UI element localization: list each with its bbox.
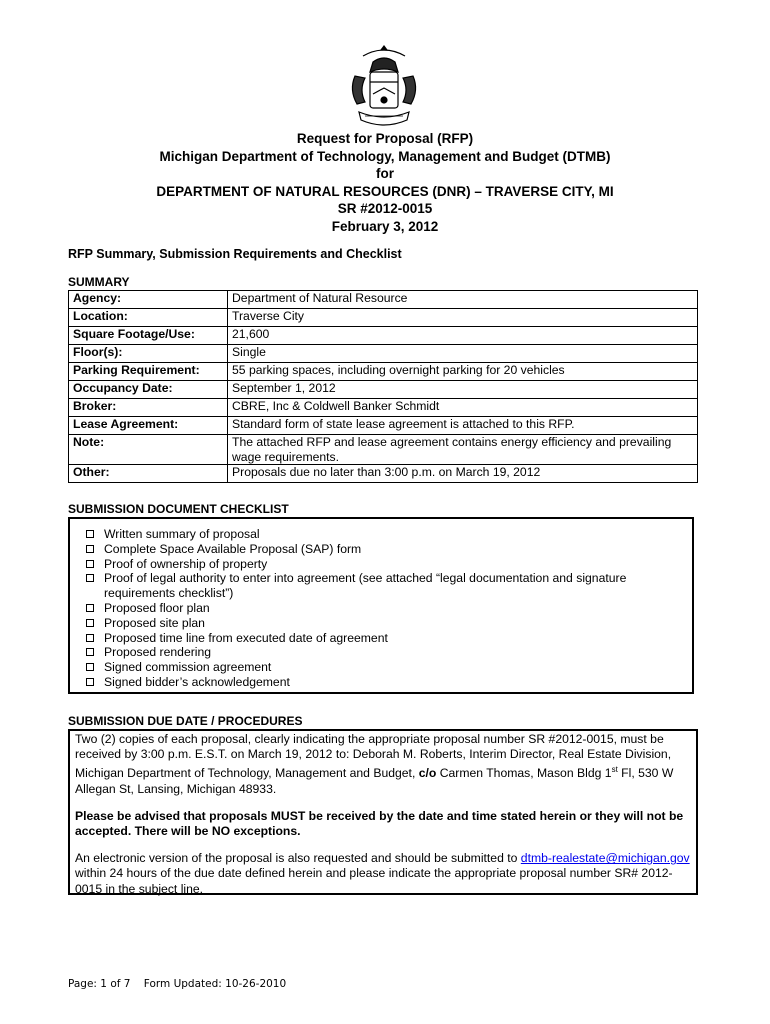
checklist-item (86, 660, 666, 675)
summary-row (69, 399, 698, 417)
summary-label: Square Footage/Use: (69, 327, 228, 345)
summary-value: 55 parking spaces, including overnight parking for 20 vehicles (228, 363, 698, 381)
summary-table (68, 290, 698, 483)
summary-row (69, 435, 698, 465)
summary-value: Department of Natural Resource (228, 291, 698, 309)
title-department: DEPARTMENT OF NATURAL RESOURCES (DNR) – TRAVERSE CITY, MI (156, 183, 614, 199)
due-heading: SUBMISSION DUE DATE / PROCEDURES (68, 714, 303, 728)
checklist-item (86, 527, 666, 542)
checkbox-icon[interactable] (86, 648, 94, 656)
summary-value: The attached RFP and lease agreement contains energy efficiency and prevailing wage requirements. (228, 435, 698, 465)
checklist-item-label: Proposed site plan (104, 615, 205, 630)
checklist-item (86, 675, 666, 690)
summary-label: Note: (69, 435, 228, 465)
summary-label: Broker: (69, 399, 228, 417)
page-footer (68, 978, 296, 990)
checklist-item (86, 571, 666, 601)
due-procedures-box (68, 729, 698, 895)
checklist-item (86, 601, 666, 616)
summary-row (69, 345, 698, 363)
title-rfp: Request for Proposal (RFP) (296, 131, 474, 146)
summary-value: Traverse City (228, 309, 698, 327)
title-for: for (376, 166, 394, 181)
checkbox-icon[interactable] (86, 619, 94, 627)
checklist-item-label: Proof of legal authority to enter into agreement (see attached “legal documentation and signature requirements checklist”) (104, 571, 627, 601)
checkbox-icon[interactable] (86, 634, 94, 642)
checklist-item-label: Proof of ownership of property (104, 556, 268, 571)
summary-value: 21,600 (228, 327, 698, 345)
summary-heading: SUMMARY (68, 275, 130, 289)
due-paragraph-2: Please be advised that proposals MUST be received by the date and time stated herein or they will not be accepted. There will be NO exceptions. (75, 808, 684, 839)
summary-value: Proposals due no later than 3:00 p.m. on March 19, 2012 (228, 465, 698, 483)
summary-label: Parking Requirement: (69, 363, 228, 381)
checklist-item-label: Proposed rendering (104, 645, 212, 660)
summary-value: Single (228, 345, 698, 363)
checklist-heading: SUBMISSION DOCUMENT CHECKLIST (68, 502, 289, 516)
summary-label: Floor(s): (69, 345, 228, 363)
summary-row (69, 309, 698, 327)
checklist (86, 527, 666, 690)
summary-label: Other: (69, 465, 228, 483)
summary-value: September 1, 2012 (228, 381, 698, 399)
checkbox-icon[interactable] (86, 530, 94, 538)
michigan-seal-icon (343, 42, 425, 132)
checklist-item (86, 616, 666, 631)
summary-row (69, 381, 698, 399)
checklist-item-label: Signed commission agreement (104, 660, 272, 675)
summary-row (69, 363, 698, 381)
summary-row (69, 291, 698, 309)
form-updated: Form Updated: 10-26-2010 (143, 978, 287, 990)
summary-value: CBRE, Inc & Coldwell Banker Schmidt (228, 399, 698, 417)
document-title (0, 130, 770, 235)
title-date: February 3, 2012 (331, 218, 439, 234)
checklist-item-label: Proposed time line from executed date of agreement (104, 630, 388, 645)
summary-row (69, 465, 698, 483)
due-paragraph-1: Two (2) copies of each proposal, clearly indicating the appropriate proposal number SR #2012-0015, must be received by 3:00 p.m. E.S.T. on March 19, 2012 to: Deborah M. Roberts, Interim Director, Real Estate Division, Michigan Department of Technology, Management and Budget, c/o Carmen Thomas, Mason Bldg 1st Fl, 530 W Allegan St, Lansing, Michigan 48933. (75, 732, 674, 796)
rfp-summary-subheading: RFP Summary, Submission Requirements and Checklist (68, 247, 402, 261)
title-agency: Michigan Department of Technology, Management and Budget (DTMB) (159, 148, 611, 164)
checklist-item-label: Proposed floor plan (104, 600, 210, 615)
checkbox-icon[interactable] (86, 545, 94, 553)
email-link[interactable]: dtmb-realestate@michigan.gov (520, 851, 690, 866)
checkbox-icon[interactable] (86, 604, 94, 612)
due-paragraph-3: An electronic version of the proposal is also requested and should be submitted to dtmb-realestate@michigan.gov within 24 hours of the due date defined herein and please indicate the appropriate proposal number SR# 2012-0015 in the subject line. (75, 851, 690, 896)
summary-label: Location: (69, 309, 228, 327)
checklist-item (86, 542, 666, 557)
checkbox-icon[interactable] (86, 574, 94, 582)
title-sr-number: SR #2012-0015 (337, 201, 433, 216)
checklist-item-label: Signed bidder’s acknowledgement (104, 674, 290, 689)
checklist-item-label: Written summary of proposal (104, 527, 260, 541)
checklist-box (68, 517, 694, 694)
checkbox-icon[interactable] (86, 678, 94, 686)
checklist-item (86, 645, 666, 660)
summary-label: Agency: (69, 291, 228, 309)
checkbox-icon[interactable] (86, 663, 94, 671)
checklist-item-label: Complete Space Available Proposal (SAP) form (104, 541, 362, 556)
summary-row (69, 327, 698, 345)
checklist-item (86, 631, 666, 646)
page-number: Page: 1 of 7 (68, 978, 131, 990)
summary-row (69, 417, 698, 435)
summary-value: Standard form of state lease agreement is attached to this RFP. (228, 417, 698, 435)
summary-label: Lease Agreement: (69, 417, 228, 435)
summary-label: Occupancy Date: (69, 381, 228, 399)
checkbox-icon[interactable] (86, 560, 94, 568)
checklist-item (86, 557, 666, 572)
